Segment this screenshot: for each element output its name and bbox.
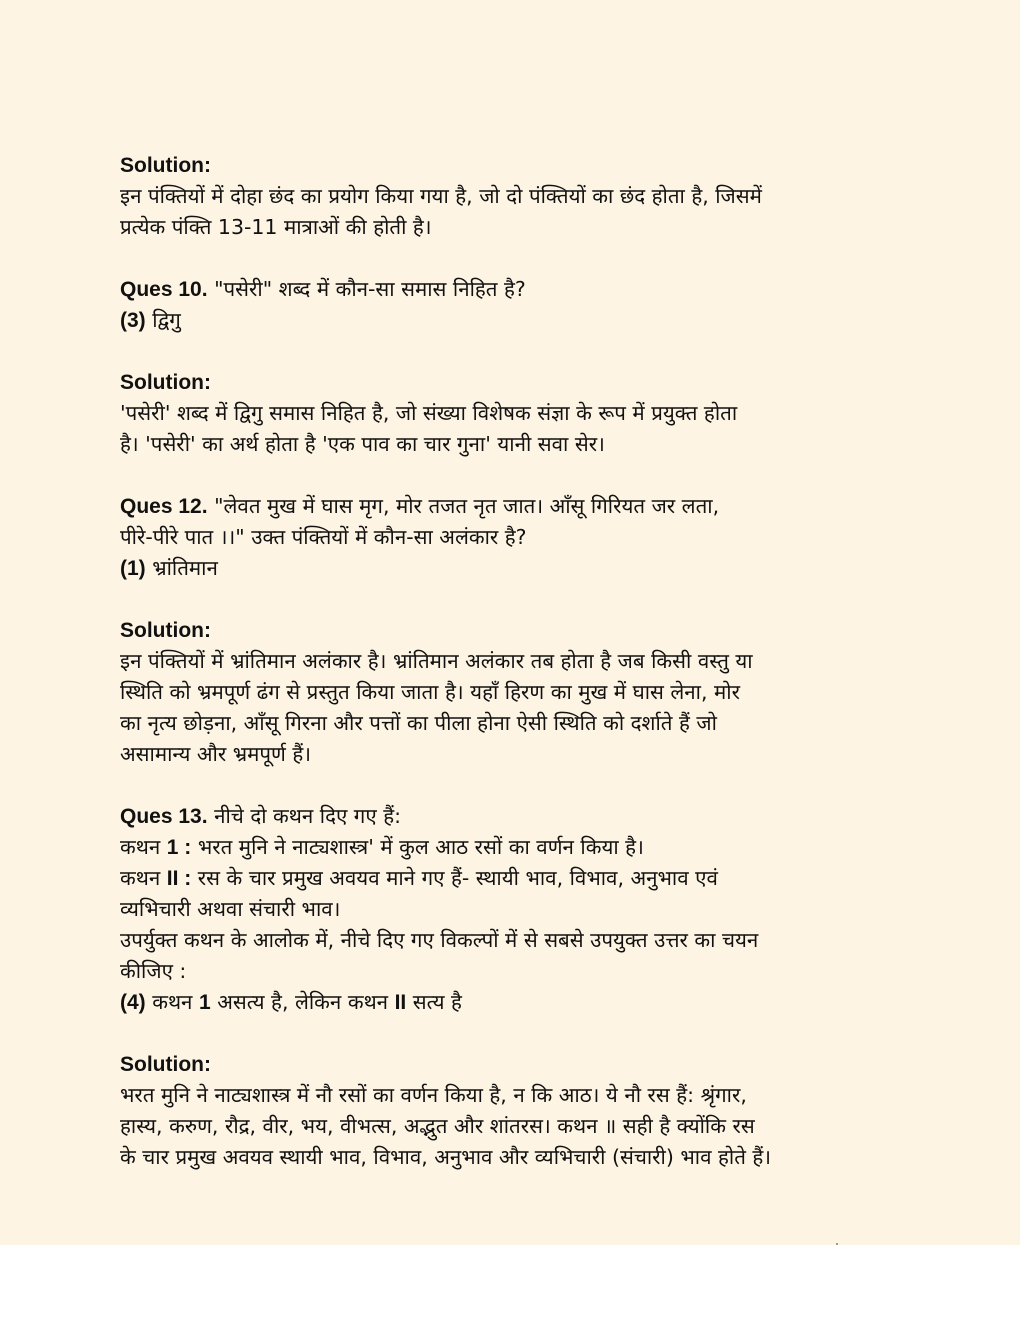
question-text: नीचे दो कथन दिए गए हैं: <box>214 804 401 828</box>
answer-line <box>120 305 910 336</box>
solution-label: Solution: <box>120 154 211 177</box>
statement-2: कथन II : रस के चार प्रमुख अवयव माने गए हैं- स्थायी भाव, विभाव, अनुभाव एवं <box>120 866 718 890</box>
question-line <box>120 491 910 522</box>
document-content <box>120 150 910 1204</box>
answer-number: (1) <box>120 557 146 580</box>
instruction-line: उपर्युक्त कथन के आलोक में, नीचे दिए गए विकल्पों में से सबसे उपयुक्त उत्तर का चयन <box>120 928 759 952</box>
solution-q12 <box>120 615 910 770</box>
solution-line: इन पंक्तियों में दोहा छंद का प्रयोग किया गया है, जो दो पंक्तियों का छंद होता है, जिसमें <box>120 184 762 208</box>
solution-line: भरत मुनि ने नाट्यशास्त्र में नौ रसों का वर्णन किया है, न कि आठ। ये नौ रस हैं: श्रृंगार, <box>120 1083 747 1107</box>
solution-line: है। 'पसेरी' का अर्थ होता है 'एक पाव का चार गुना' यानी सवा सेर। <box>120 432 605 456</box>
answer-number: (3) <box>120 309 146 332</box>
question-label: Ques 10. <box>120 278 208 301</box>
question-10 <box>120 274 910 336</box>
solution-q13 <box>120 1049 910 1173</box>
solution-line: 'पसेरी' शब्द में द्विगु समास निहित है, जो संख्या विशेषक संज्ञा के रूप में प्रयुक्त होता <box>120 401 738 425</box>
solution-line: असामान्य और भ्रमपूर्ण हैं। <box>120 742 312 766</box>
answer-text: भ्रांतिमान <box>152 556 218 580</box>
solution-line: का नृत्य छोड़ना, आँसू गिरना और पत्तों का पीला होना ऐसी स्थिति को दर्शाते हैं जो <box>120 711 717 735</box>
question-text: "पसेरी" शब्द में कौन-सा समास निहित है? <box>214 277 526 301</box>
answer-line <box>120 553 910 584</box>
answer-number: (4) <box>120 991 146 1014</box>
solution-q10 <box>120 367 910 460</box>
solution-label: Solution: <box>120 1053 211 1076</box>
solution-line: स्थिति को भ्रमपूर्ण ढंग से प्रस्तुत किया जाता है। यहाँ हिरण का मुख में घास लेना, मोर <box>120 680 740 704</box>
question-label: Ques 13. <box>120 805 208 828</box>
question-12 <box>120 491 910 584</box>
question-text: "लेवत मुख में घास मृग, मोर तजत नृत जात। आँसू गिरियत जर लता, <box>214 494 720 518</box>
solution-line: इन पंक्तियों में भ्रांतिमान अलंकार है। भ्रांतिमान अलंकार तब होता है जब किसी वस्तु या <box>120 649 753 673</box>
instruction-line: कीजिए : <box>120 959 187 983</box>
statement-1: कथन 1 : भरत मुनि ने नाट्यशास्त्र' में कुल आठ रसों का वर्णन किया है। <box>120 835 644 859</box>
solution-line: के चार प्रमुख अवयव स्थायी भाव, विभाव, अनुभाव और व्यभिचारी (संचारी) भाव होते हैं। <box>120 1145 772 1169</box>
answer-line: (4) कथन 1 असत्य है, लेकिन कथन II सत्य है <box>120 990 462 1014</box>
page-speck <box>836 1243 838 1245</box>
solution-label: Solution: <box>120 371 211 394</box>
answer-text: द्विगु <box>152 308 181 332</box>
question-line <box>120 801 910 832</box>
solution-label: Solution: <box>120 619 211 642</box>
question-line: पीरे-पीरे पात ।।" उक्त पंक्तियों में कौन-सा अलंकार है? <box>120 525 527 549</box>
solution-line: हास्य, करुण, रौद्र, वीर, भय, वीभत्स, अद्भुत और शांतरस। कथन ॥ सही है क्योंकि रस <box>120 1114 755 1138</box>
solution-q9 <box>120 150 910 243</box>
statement-2-continued: व्यभिचारी अथवा संचारी भाव। <box>120 897 341 921</box>
solution-line: प्रत्येक पंक्ति 13-11 मात्राओं की होती है। <box>120 215 432 239</box>
question-label: Ques 12. <box>120 495 208 518</box>
question-line <box>120 274 910 305</box>
question-13 <box>120 801 910 1018</box>
